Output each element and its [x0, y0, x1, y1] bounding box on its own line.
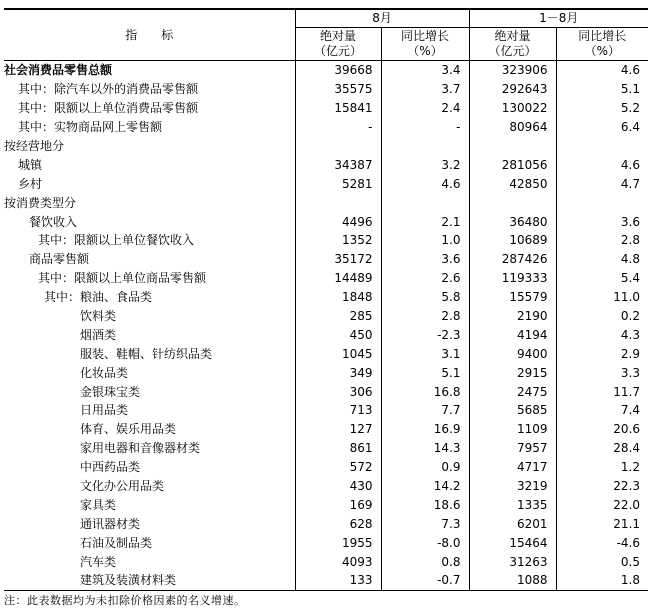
cell-m-abs: 35172: [295, 250, 381, 269]
cell-m-abs: 306: [295, 382, 381, 401]
table-row: [4, 99, 648, 118]
table-row: [4, 571, 648, 590]
cell-c-growth: -4.6: [556, 533, 648, 552]
cell-m-abs: 628: [295, 514, 381, 533]
cell-c-abs: 2915: [469, 363, 556, 382]
table-row: [4, 231, 648, 250]
abs-header-line1: 绝对量: [319, 29, 356, 43]
cell-m-growth: [381, 193, 469, 212]
cell-c-growth: 11.7: [556, 382, 648, 401]
row-label: 化妆品类: [80, 365, 129, 380]
row-label: 商品零售额: [29, 252, 90, 267]
row-label: 其中：粮油、食品类: [44, 290, 153, 305]
cell-m-abs: 5281: [295, 174, 381, 193]
table-row: [4, 477, 648, 496]
growth-header-line1: 同比增长: [578, 29, 627, 43]
cell-c-growth: 7.4: [556, 401, 648, 420]
cell-m-growth: 16.9: [381, 420, 469, 439]
table-row: [4, 495, 648, 514]
cell-m-growth: 3.1: [381, 344, 469, 363]
cell-c-growth: 21.1: [556, 514, 648, 533]
table-row: [4, 307, 648, 326]
cell-c-growth: 22.0: [556, 495, 648, 514]
cell-m-growth: -0.7: [381, 571, 469, 590]
cell-c-abs: 2190: [469, 307, 556, 326]
cell-c-abs: 323906: [469, 61, 556, 80]
row-label: 日用品类: [80, 403, 129, 418]
cell-m-growth: 3.7: [381, 80, 469, 99]
cell-c-growth: 11.0: [556, 288, 648, 307]
month-period-header: 8月: [295, 9, 469, 28]
cell-m-abs: 861: [295, 439, 381, 458]
cell-m-growth: 16.8: [381, 382, 469, 401]
cell-c-growth: 20.6: [556, 420, 648, 439]
cell-c-growth: [556, 193, 648, 212]
cell-m-growth: 3.2: [381, 155, 469, 174]
cell-c-growth: 22.3: [556, 477, 648, 496]
cell-m-growth: [381, 137, 469, 156]
row-label: 其中：限额以上单位商品零售额: [38, 271, 207, 286]
row-label: 文化办公用品类: [80, 479, 165, 494]
cell-m-growth: 14.2: [381, 477, 469, 496]
table-body: [4, 61, 648, 591]
table-row: [4, 363, 648, 382]
cell-c-abs: 119333: [469, 269, 556, 288]
table-row: [4, 325, 648, 344]
cell-m-abs: 1045: [295, 344, 381, 363]
table-row: [4, 80, 648, 99]
cell-c-abs: 9400: [469, 344, 556, 363]
cell-c-growth: 4.8: [556, 250, 648, 269]
cell-m-abs: 15841: [295, 99, 381, 118]
cell-c-growth: 4.6: [556, 155, 648, 174]
row-label: 其中：实物商品网上零售额: [18, 120, 163, 135]
cell-m-growth: 0.9: [381, 458, 469, 477]
row-label: 餐饮收入: [29, 214, 78, 229]
cell-c-abs: 1109: [469, 420, 556, 439]
cell-m-abs: 133: [295, 571, 381, 590]
cell-m-abs: 4093: [295, 552, 381, 571]
cumulative-abs-header: [469, 28, 556, 61]
cell-m-growth: -2.3: [381, 325, 469, 344]
retail-sales-table: [4, 8, 648, 591]
cell-c-abs: 287426: [469, 250, 556, 269]
cell-m-abs: 127: [295, 420, 381, 439]
cell-m-abs: 572: [295, 458, 381, 477]
cell-m-abs: 450: [295, 325, 381, 344]
cell-c-growth: 0.5: [556, 552, 648, 571]
cumulative-period-header: 1－8月: [469, 9, 648, 28]
cell-m-abs: [295, 137, 381, 156]
cell-m-abs: -: [295, 118, 381, 137]
cell-c-abs: 281056: [469, 155, 556, 174]
table-row: [4, 137, 648, 156]
cell-c-abs: 1335: [469, 495, 556, 514]
month-abs-header: [295, 28, 381, 61]
cell-c-abs: [469, 193, 556, 212]
table-row: [4, 288, 648, 307]
table-row: [4, 269, 648, 288]
cell-c-abs: 10689: [469, 231, 556, 250]
cell-m-abs: 1848: [295, 288, 381, 307]
cell-m-growth: 7.7: [381, 401, 469, 420]
cell-c-abs: 42850: [469, 174, 556, 193]
cell-m-growth: 5.1: [381, 363, 469, 382]
cell-m-abs: 4496: [295, 212, 381, 231]
indicator-header: 指 标: [4, 9, 295, 61]
cell-m-growth: 3.6: [381, 250, 469, 269]
retail-sales-table-container: [4, 8, 648, 591]
row-label: 城镇: [18, 157, 43, 172]
table-footnote: 注：此表数据均为未扣除价格因素的名义增速。: [4, 594, 246, 607]
cell-m-abs: 14489: [295, 269, 381, 288]
month-growth-header: [381, 28, 469, 61]
cell-c-growth: 2.9: [556, 344, 648, 363]
cell-c-abs: 31263: [469, 552, 556, 571]
cell-c-abs: 7957: [469, 439, 556, 458]
table-row: [4, 212, 648, 231]
row-label: 汽车类: [80, 554, 117, 569]
abs-header-line1: 绝对量: [494, 29, 531, 43]
cell-c-growth: 3.6: [556, 212, 648, 231]
table-row: [4, 174, 648, 193]
cell-m-abs: 39668: [295, 61, 381, 80]
growth-header-line2: （%）: [584, 44, 620, 58]
cell-m-abs: 430: [295, 477, 381, 496]
cell-m-growth: 18.6: [381, 495, 469, 514]
cell-m-growth: 2.8: [381, 307, 469, 326]
cell-c-growth: 1.2: [556, 458, 648, 477]
growth-header-line2: （%）: [407, 44, 443, 58]
row-label: 家用电器和音像器材类: [80, 441, 201, 456]
cell-c-abs: 5685: [469, 401, 556, 420]
cell-m-growth: 2.1: [381, 212, 469, 231]
cell-m-growth: -: [381, 118, 469, 137]
row-label: 服装、鞋帽、针纺织品类: [80, 346, 213, 361]
row-label: 家具类: [80, 497, 117, 512]
cell-m-growth: 4.6: [381, 174, 469, 193]
table-row: [4, 458, 648, 477]
cell-c-growth: 5.4: [556, 269, 648, 288]
cell-c-growth: 5.1: [556, 80, 648, 99]
cell-m-growth: 0.8: [381, 552, 469, 571]
row-label: 其中：除汽车以外的消费品零售额: [18, 82, 199, 97]
cell-m-growth: 2.4: [381, 99, 469, 118]
growth-header-line1: 同比增长: [401, 29, 450, 43]
table-row: [4, 401, 648, 420]
table-row: [4, 552, 648, 571]
table-row: [4, 382, 648, 401]
table-row: [4, 118, 648, 137]
row-label: 烟酒类: [80, 327, 117, 342]
cell-c-growth: [556, 137, 648, 156]
cell-m-growth: 14.3: [381, 439, 469, 458]
table-row: [4, 533, 648, 552]
row-label: 建筑及装潢材料类: [4, 571, 295, 590]
row-label: 饮料类: [80, 309, 117, 324]
cell-m-abs: 34387: [295, 155, 381, 174]
row-label: 中西药品类: [80, 460, 141, 475]
cell-c-abs: 4717: [469, 458, 556, 477]
cell-c-growth: 6.4: [556, 118, 648, 137]
cell-m-abs: [295, 193, 381, 212]
row-label: 金银珠宝类: [80, 384, 141, 399]
table-header: [4, 9, 648, 61]
cell-c-abs: [469, 137, 556, 156]
cell-c-abs: 130022: [469, 99, 556, 118]
cell-m-growth: 1.0: [381, 231, 469, 250]
cell-m-abs: 349: [295, 363, 381, 382]
row-label: 乡村: [18, 176, 43, 191]
table-row: [4, 193, 648, 212]
cell-m-abs: 35575: [295, 80, 381, 99]
cell-m-growth: 5.8: [381, 288, 469, 307]
cell-m-abs: 1352: [295, 231, 381, 250]
cell-m-abs: 285: [295, 307, 381, 326]
abs-header-line2: （亿元）: [488, 44, 537, 58]
cell-c-abs: 15579: [469, 288, 556, 307]
table-row: [4, 250, 648, 269]
table-row: [4, 344, 648, 363]
row-label: 通讯器材类: [80, 516, 141, 531]
row-label: 社会消费品零售总额: [4, 63, 113, 78]
row-label: 按消费类型分: [4, 195, 77, 210]
cell-c-abs: 80964: [469, 118, 556, 137]
cell-c-growth: 4.6: [556, 61, 648, 80]
cell-c-abs: 2475: [469, 382, 556, 401]
cell-m-abs: 713: [295, 401, 381, 420]
cell-m-growth: -8.0: [381, 533, 469, 552]
table-row: [4, 439, 648, 458]
cell-c-abs: 1088: [469, 571, 556, 590]
table-row: [4, 61, 648, 80]
row-label: 石油及制品类: [80, 535, 153, 550]
cell-c-growth: 28.4: [556, 439, 648, 458]
cell-c-growth: 1.8: [556, 571, 648, 590]
cell-c-growth: 2.8: [556, 231, 648, 250]
cell-c-growth: 0.2: [556, 307, 648, 326]
cell-c-abs: 292643: [469, 80, 556, 99]
cell-c-abs: 15464: [469, 533, 556, 552]
cell-m-abs: 1955: [295, 533, 381, 552]
table-row: [4, 514, 648, 533]
cell-c-abs: 36480: [469, 212, 556, 231]
cell-c-growth: 3.3: [556, 363, 648, 382]
abs-header-line2: （亿元）: [313, 44, 362, 58]
cell-c-growth: 4.3: [556, 325, 648, 344]
table-row: [4, 420, 648, 439]
row-label: 其中：限额以上单位消费品零售额: [18, 101, 199, 116]
table-row: [4, 155, 648, 174]
cell-c-abs: 4194: [469, 325, 556, 344]
cell-c-growth: 5.2: [556, 99, 648, 118]
cell-m-growth: 7.3: [381, 514, 469, 533]
cumulative-growth-header: [556, 28, 648, 61]
row-label: 按经营地分: [4, 139, 65, 153]
cell-c-growth: 4.7: [556, 174, 648, 193]
row-label: 其中：限额以上单位餐饮收入: [38, 233, 195, 248]
row-label: 体育、娱乐用品类: [80, 422, 177, 437]
cell-c-abs: 3219: [469, 477, 556, 496]
cell-m-growth: 3.4: [381, 61, 469, 80]
cell-c-abs: 6201: [469, 514, 556, 533]
cell-m-growth: 2.6: [381, 269, 469, 288]
cell-m-abs: 169: [295, 495, 381, 514]
